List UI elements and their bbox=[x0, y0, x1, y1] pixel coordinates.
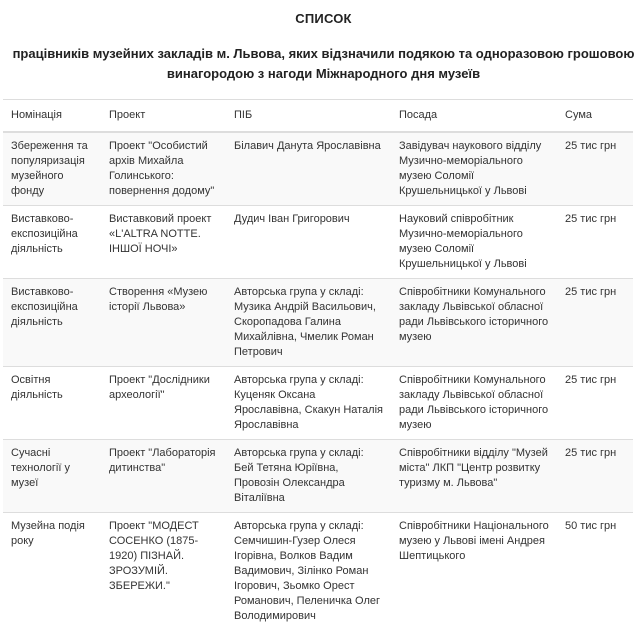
cell-nomination: Сучасні технології у музеї bbox=[3, 440, 101, 513]
table-row bbox=[3, 279, 633, 367]
cell-nomination: Збереження та популяризація музейного фонду bbox=[3, 132, 101, 206]
cell-position: Співробітники відділу "Музей міста" ЛКП "Центр розвитку туризму м. Львова" bbox=[391, 440, 557, 513]
awards-table bbox=[3, 99, 633, 630]
table-row bbox=[3, 206, 633, 279]
cell-sum: 25 тис грн bbox=[557, 206, 633, 279]
cell-pib: Авторська група у складі: Семчишин-Гузер Олеся Ігорівна, Волков Вадим Вадимович, Зілінко Роман Ігорович, Зьомко Орест Романович, Пеленичка Олег Володимирович bbox=[226, 513, 391, 631]
cell-position: Науковий співробітник Музично-меморіального музею Соломії Крушельницької у Львові bbox=[391, 206, 557, 279]
header-sum: Сума bbox=[557, 100, 633, 133]
cell-nomination: Виставково-експозиційна діяльність bbox=[3, 206, 101, 279]
cell-pib: Авторська група у складі: Музика Андрій Васильович, Скоропадова Галина Михайлівна, Чмелик Роман Петрович bbox=[226, 279, 391, 367]
table-row bbox=[3, 132, 633, 206]
header-position: Посада bbox=[391, 100, 557, 133]
header-pib: ПІБ bbox=[226, 100, 391, 133]
document-subtitle: працівників музейних закладів м. Львова, яких відзначили подякою та одноразовою грошовою винагородою з нагоди Міжнародного дня музеїв bbox=[12, 46, 635, 81]
cell-project: Проект "Лабораторія дитинства" bbox=[101, 440, 226, 513]
table-row bbox=[3, 513, 633, 631]
cell-project: Проект "МОДЕСТ СОСЕНКО (1875-1920) ПІЗНАЙ. ЗРОЗУМІЙ. ЗБЕРЕЖИ." bbox=[101, 513, 226, 631]
cell-pib: Білавич Данута Ярославівна bbox=[226, 132, 391, 206]
cell-sum: 25 тис грн bbox=[557, 367, 633, 440]
cell-project: Проект "Дослідники археології" bbox=[101, 367, 226, 440]
table-header bbox=[3, 100, 633, 133]
cell-position: Завідувач наукового відділу Музично-меморіального музею Соломії Крушельницької у Львові bbox=[391, 132, 557, 206]
document-title: СПИСОК bbox=[295, 11, 352, 26]
cell-sum: 25 тис грн bbox=[557, 440, 633, 513]
cell-position: Співробітники Національного музею у Львові імені Андрея Шептицького bbox=[391, 513, 557, 631]
cell-project: Виставковий проект «L'ALTRA NOTTE. ІНШОЇ НОЧІ» bbox=[101, 206, 226, 279]
table-body bbox=[3, 132, 633, 630]
header-nomination: Номінація bbox=[3, 100, 101, 133]
cell-position: Співробітники Комунального закладу Львівської обласної ради Львівського історичного музею bbox=[391, 367, 557, 440]
cell-nomination: Музейна подія року bbox=[3, 513, 101, 631]
cell-pib: Авторська група у складі: Бей Тетяна Юріївна, Провозін Олександра Віталіївна bbox=[226, 440, 391, 513]
cell-sum: 25 тис грн bbox=[557, 132, 633, 206]
cell-sum: 25 тис грн bbox=[557, 279, 633, 367]
header-row bbox=[3, 100, 633, 133]
cell-sum: 50 тис грн bbox=[557, 513, 633, 631]
cell-pib: Авторська група у складі: Куценяк Оксана Ярославівна, Скакун Наталія Ярославівна bbox=[226, 367, 391, 440]
cell-project: Проект "Особистий архів Михайла Голинського: повернення додому" bbox=[101, 132, 226, 206]
table-row bbox=[3, 440, 633, 513]
cell-position: Співробітники Комунального закладу Львівської обласної ради Львівського історичного музею bbox=[391, 279, 557, 367]
cell-nomination: Освітня діяльність bbox=[3, 367, 101, 440]
cell-pib: Дудич Іван Григорович bbox=[226, 206, 391, 279]
cell-project: Створення «Музею історії Львова» bbox=[101, 279, 226, 367]
cell-nomination: Виставково-експозиційна діяльність bbox=[3, 279, 101, 367]
table-row bbox=[3, 367, 633, 440]
header-project: Проект bbox=[101, 100, 226, 133]
